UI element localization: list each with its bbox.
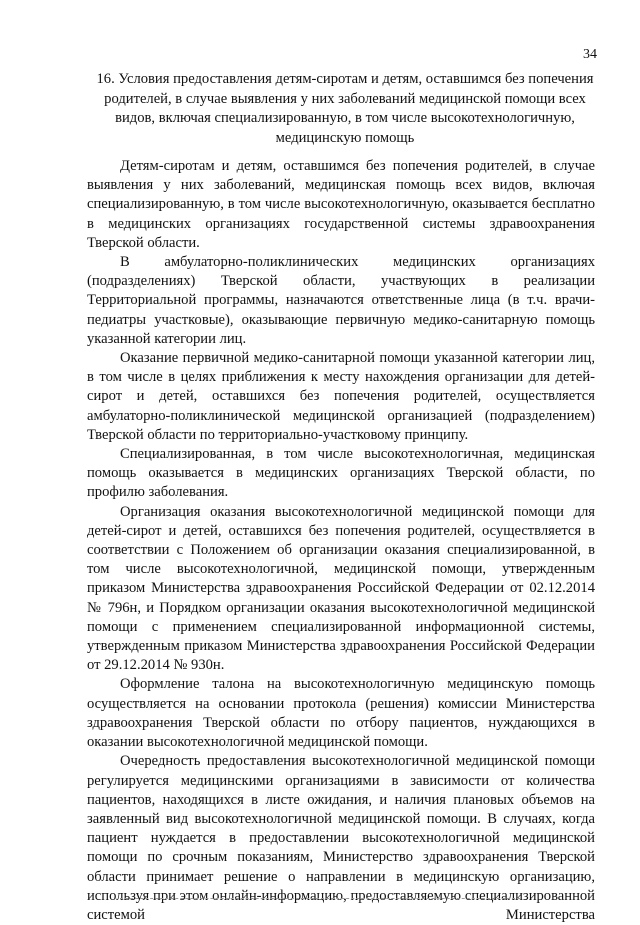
paragraph-2: В амбулаторно-поликлинических медицинских организациях (подразделениях) Тверской области, участвующих в реализации Территориальной программы, назначаются ответственные лица (в т.ч. врачи-педиатры участковые), оказывающие первичную медико-санитарную помощь указанной категории лиц. bbox=[87, 254, 595, 347]
paragraph-5: Организация оказания высокотехнологичной медицинской помощи для детей-сирот и детей, оставшихся без попечения родителей, осуществляется в соответствии с Положением об организации оказания специализированной, в том числе высокотехнологичной, медицинской помощи, утвержденным приказом Министерства здравоохранения Российской Федерации от 02.12.2014 № 796н, и Порядком организации оказания высокотехнологичной медицинской помощи с применением специализированной информационной системы, утвержденным приказом Министерства здравоохранения Российской Федерации от 29.12.2014 № 930н. bbox=[87, 503, 595, 674]
paragraph-6: Оформление талона на высокотехнологичную медицинскую помощь осуществляется на основании протокола (решения) комиссии Министерства здравоохранения Тверской области по отбору пациентов, нуждающихся в оказании высокотехнологичной медицинской помощи. bbox=[87, 676, 595, 751]
page-bottom-rule bbox=[120, 898, 520, 899]
section-heading: 16. Условия предоставления детям-сиротам и детям, оставшимся без попечения родителей, в случае выявления у них заболеваний медицинской помощи всех видов, включая специализированную, в том числе высокотехнологичную, медицинскую помощь bbox=[96, 71, 594, 146]
document-body bbox=[87, 157, 595, 925]
paragraph-1: Детям-сиротам и детям, оставшимся без попечения родителей, в случае выявления у них заболеваний, медицинская помощь всех видов, включая специализированную, в том числе высокотехнологичную, оказывается бесплатно в медицинских организациях государственной системы здравоохранения Тверской области. bbox=[87, 158, 595, 251]
page-number: 34 bbox=[583, 47, 597, 62]
paragraph-3: Оказание первичной медико-санитарной помощи указанной категории лиц, в том числе в целях приближения к месту нахождения организации для детей-сирот и детей, оставшихся без попечения родителей, осуществляется амбулаторно-поликлинической медицинской организацией (подразделением) Тверской области по территориально-участковому принципу. bbox=[87, 350, 595, 443]
paragraph-4: Специализированная, в том числе высокотехнологичная, медицинская помощь оказывается в медицинских организациях Тверской области, по профилю заболевания. bbox=[87, 446, 595, 501]
paragraph-7: Очередность предоставления высокотехнологичной медицинской помощи регулируется медицинскими организациями в зависимости от количества пациентов, находящихся в листе ожидания, и наличия плановых объемов на заявленный вид высокотехнологичной медицинской помощи. В случаях, когда пациент нуждается в предоставлении высокотехнологичной медицинской помощи по срочным показаниям, Министерство здравоохранения Тверской области принимает решение о направлении в медицинскую организацию, используя при этом онлайн-информацию, предоставляемую специализированной системой Министерства bbox=[87, 753, 595, 923]
